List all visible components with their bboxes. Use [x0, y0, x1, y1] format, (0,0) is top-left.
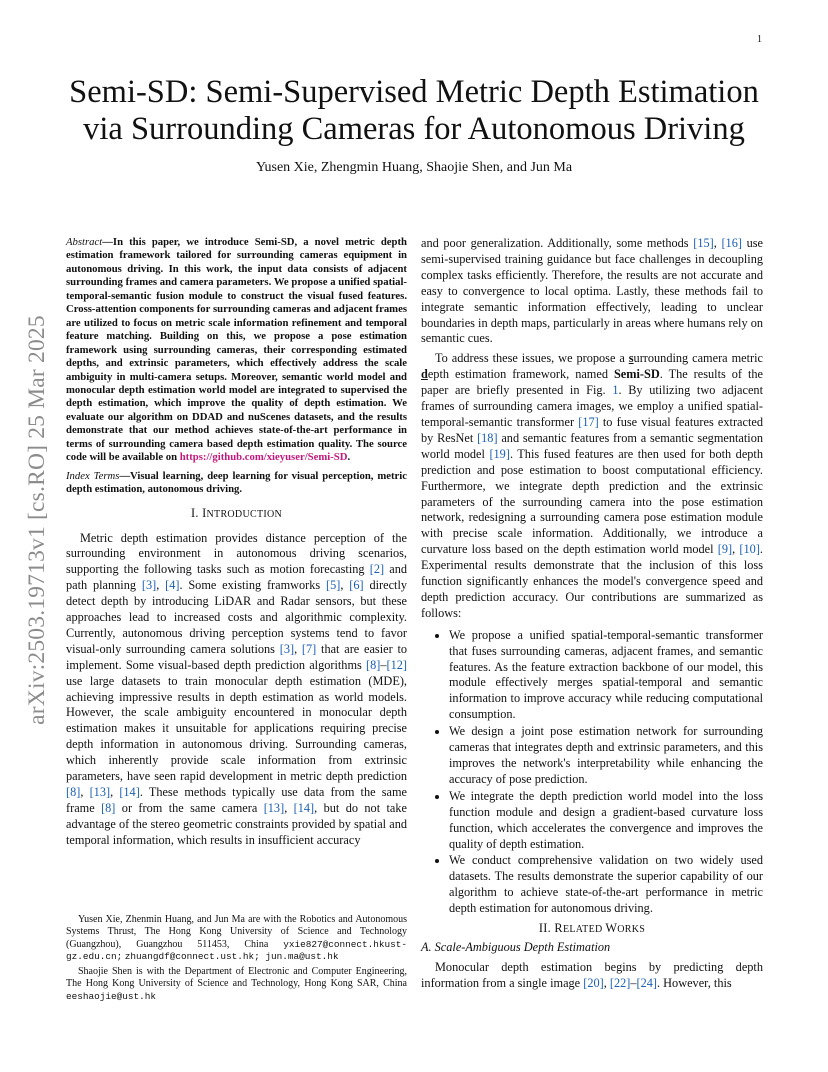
citation[interactable]: [10] [739, 542, 760, 557]
section-heading-introduction: I. INTRODUCTION [190, 505, 283, 520]
index-terms [66, 470, 407, 497]
body-paragraph: To address these issues, we propose a surrounding camera metric depth estimation framework, named Semi-SD. The results of the paper are briefly presented in Fig. 1. By utilizing two adjacent frames of surrounding camera images, we employ a unified spatial-temporal-semantic transformer [17] to fuse visual features extracted by ResNet [18] and semantic features from a semantic segmentation world model [19]. This fused features are then used for both depth prediction and pose estimation to boost computational efficiency. Furthermore, we integrate depth prediction and the extrinsic parameters of the surrounding camera into the pose estimation network, redesigning a surrounding camera pose estimation module with precise scale information. Additionally, we introduce a curvature loss based on the depth estimation world model [9], [10]. Experimental results demonstrate that the inclusion of this loss function significantly enhances the model's convergence speed and depth prediction accuracy. Our contributions are summarized as follows: [421, 351, 764, 620]
abstract-text: —In this paper, we introduce Semi-SD, a novel metric depth estimation framework tailored for surrounding cameras equipment in autonomous driving. In this work, the input data consists of adjacent surrounding frames and camera parameters. We propose a unified spatial-temporal-semantic fusion module to construct the visual fused features. Cross-attention components for surrounding cameras and adjacent frames are utilized to focus on metric scale information refinement and temporal feature matching. Building on this, we propose a pose estimation framework using surrounding cameras, their corresponding estimated depths, and extrinsic parameters, which effectively address the scale ambiguity in multi-camera setups. Moreover, semantic world model and monocular depth estimation world model are integrated to supervised the depth estimation, which improve the quality of depth estimation. We evaluate our algorithm on DDAD and nuScenes datasets, and the results demonstrate that our method achieves state-of-the-art performance in terms of surrounding camera based depth estimation quality. The source code will be available on [66, 236, 407, 464]
citation[interactable]: [17] [578, 414, 599, 429]
citation[interactable]: [14] [119, 785, 140, 800]
citation[interactable]: [2] [369, 562, 385, 577]
affiliation-footnote-2: Shaojie Shen is with the Department of Electronic and Computer Engineering, The Hong Kong University of Science and Technology, Hong Kong SAR, China eeshaojie@ust.hk [66, 966, 407, 1002]
email-address[interactable]: eeshaojie@ust.hk [66, 990, 157, 1002]
arxiv-stamp: arXiv:2503.19713v1 [cs.RO] 25 Mar 2025 [24, 315, 50, 725]
citation[interactable]: [15] [693, 236, 714, 250]
citation[interactable]: [7] [301, 641, 317, 656]
method-name: Semi-SD [613, 367, 660, 382]
abstract [66, 236, 407, 465]
list-item: • We propose a unified spatial-temporal-semantic transformer that fuses surrounding cameras, adjacent frames, and semantic features. As the feature extraction backbone of our model, this module effectively merges spatial-temporal and semantic information to improve accuracy while reducing computational consumption. [449, 628, 763, 723]
citation[interactable]: [3] [141, 578, 157, 593]
affiliation-footnote-1: Yusen Xie, Zhenmin Huang, and Jun Ma are with the Robotics and Autonomous Systems Thrust, The Hong Kong University of Science and Technology (Guangzhou), Guangzhou 511453, China yxie827@connect.hkust-gz.edu.cn; zhuangdf@connect.ust.hk; jun.ma@ust.hk [66, 914, 407, 962]
footnotes [66, 914, 407, 1006]
list-item: • We design a joint pose estimation network for surrounding cameras that integrates depth and extrinsic parameters, and this improves the network's interpretability while enhancing the accuracy of pose prediction. [449, 724, 763, 788]
paper-title [60, 74, 768, 148]
citation[interactable]: [12] [386, 657, 407, 672]
section-heading-related-works: II. RELATED WORKS [538, 921, 646, 936]
list-item: • We conduct comprehensive validation on two widely used datasets. The results demonstrate the superior capability of our algorithm to achieve state-of-the-art performance in metric depth estimation for autonomous driving. [449, 853, 763, 917]
index-terms-label: Index Terms [66, 469, 120, 482]
email-address[interactable]: yxie827@connect.hkust-gz.edu.cn; [66, 938, 407, 962]
right-column [421, 236, 763, 992]
citation[interactable]: [3] [279, 641, 295, 656]
abstract-end: . [347, 451, 351, 464]
citation[interactable]: [16] [721, 236, 742, 250]
citation[interactable]: [20] [583, 975, 604, 990]
subsection-heading: A. Scale-Ambiguous Depth Estimation [421, 939, 611, 954]
list-item: • We integrate the depth prediction world model into the loss function module and design a gradient-based curvature loss function, which accelerates the convergence and improves the quality of depth estimation. [449, 789, 763, 853]
figure-reference[interactable]: 1 [612, 383, 619, 398]
source-code-link[interactable]: https://github.com/xieyuser/Semi-SD [179, 451, 348, 464]
citation[interactable]: [13] [89, 785, 111, 800]
title-line-1: Semi-SD: Semi-Supervised Metric Depth Estimation [69, 74, 759, 110]
citation[interactable]: [5] [326, 578, 341, 593]
citation[interactable]: [8] [366, 657, 381, 672]
author-list: Yusen Xie, Zhengmin Huang, Shaojie Shen, and Jun Ma [255, 160, 573, 175]
intro-paragraph: Metric depth estimation provides distance perception of the surrounding environment in autonomous driving scenarios, supporting the following tasks such as motion forecasting [2] and path planning [3], [4]. Some existing framworks [5], [6] directly detect depth by introducing LiDAR and Radar sensors, but these approaches lead to increased costs and algorithmic complexity. Currently, autonomous driving perception systems tend to favor visual-only surrounding camera solutions [3], [7] that are easier to implement. Some visual-based depth prediction algorithms [8]–[12] use large datasets to train monocular depth estimation (MDE), achieving impressive results in depth estimation as world models. However, the scale ambiguity encountered in monocular depth estimation makes it unsuitable for applications requiring precise depth information in autonomous driving. Surrounding cameras, which inherently provide scale information from extrinsic parameters, have seen rapid development in metric depth prediction [8], [13], [14]. These methods typically use data from the same frame [8] or from the same camera [13], [14], but do not take advantage of the stereo geometric constraints provided by spatial and temporal information, which results in insufficient accuracy [66, 530, 408, 847]
citation[interactable]: [9] [717, 542, 733, 557]
citation[interactable]: [13] [263, 800, 285, 815]
email-address[interactable]: zhuangdf@connect.ust.hk; jun.ma@ust.hk [124, 950, 339, 962]
citation[interactable]: [4] [165, 578, 180, 593]
citation[interactable]: [18] [477, 430, 498, 445]
body-paragraph: Monocular depth estimation begins by predicting depth information from a single image [20], [22]–[24]. However, this [421, 959, 763, 990]
citation[interactable]: [8] [101, 800, 116, 815]
introduction-body [66, 531, 407, 849]
citation[interactable]: [6] [349, 578, 364, 593]
page-number: 1 [757, 34, 762, 45]
citation[interactable]: [19] [489, 446, 510, 461]
index-terms-text: —Visual learning, deep learning for visual perception, metric depth estimation, autonomous driving. [66, 469, 407, 496]
citation[interactable]: [14] [293, 800, 315, 815]
title-line-2: via Surrounding Cameras for Autonomous Driving [83, 111, 745, 147]
citation[interactable]: [22] [609, 975, 631, 990]
citation[interactable]: [24] [636, 975, 658, 990]
contributions-list [421, 628, 763, 917]
left-column [66, 236, 407, 849]
body-paragraph: and poor generalization. Additionally, some methods [15], [16] use semi-supervised training guidance but face challenges in decoupling complex tasks efficiently. Therefore, the results are not accurate and easy to convergence to local optima. Lastly, these methods fail to integrate semantic information effectively, leading to unclear boundaries in depth maps, particularly in areas where humans rely on semantic cues. [421, 236, 763, 346]
citation[interactable]: [8] [66, 785, 81, 800]
abstract-label: Abstract [66, 236, 103, 248]
